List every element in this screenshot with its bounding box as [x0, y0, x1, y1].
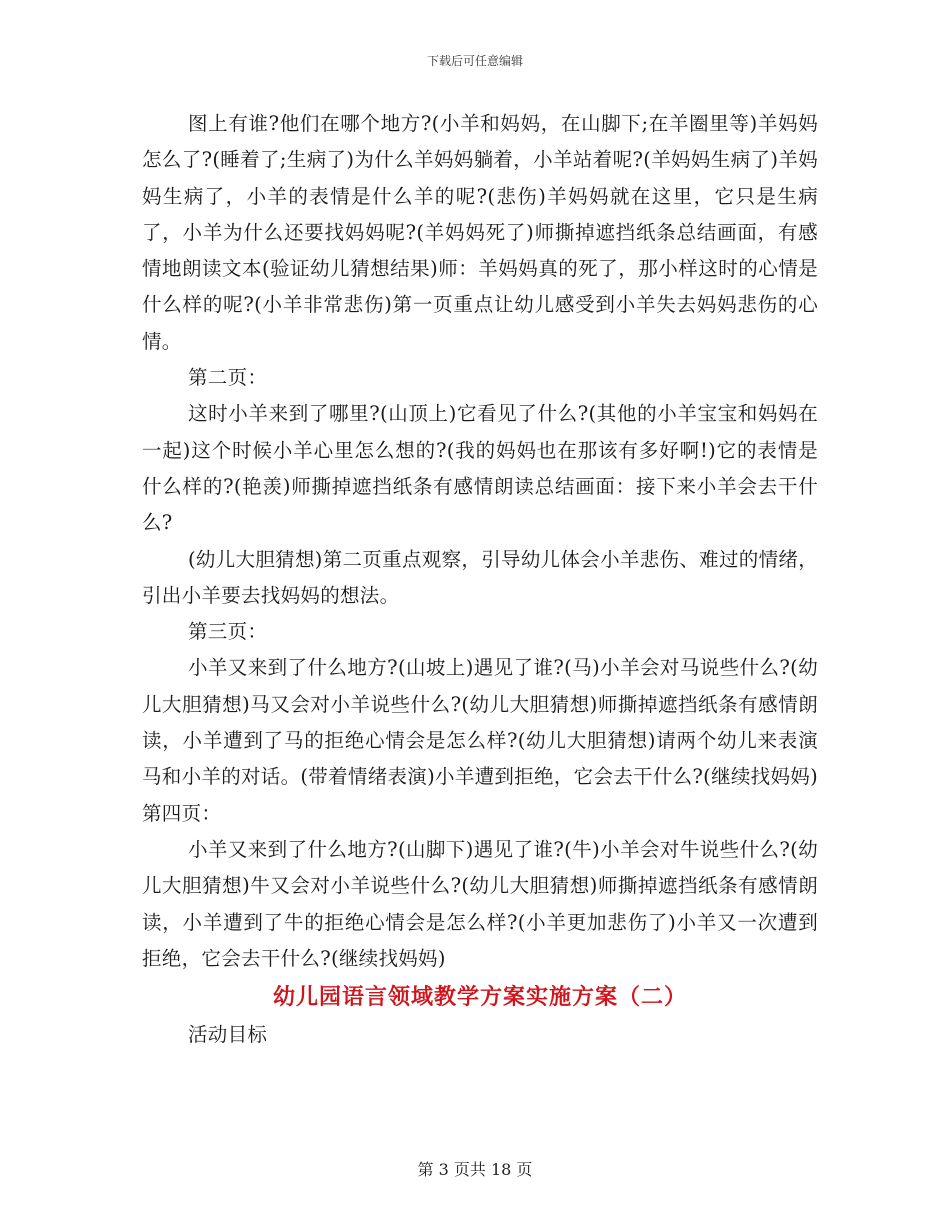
paragraph-page-three: 小羊又来到了什么地方?(山坡上)遇见了谁?(马)小羊会对马说些什么?(幼儿大胆猜想)马又会对小羊说些什么?(幼儿大胆猜想)师撕掉遮挡纸条有感情朗读，小羊遭到了马的拒绝心情会是怎么样?(幼儿大胆猜想)请两个幼儿来表演马和小羊的对话。(带着情绪表演)小羊遭到拒绝，它会去干什么?(继续找妈妈)第四页： — [142, 656, 818, 825]
paragraph-page-three-heading: 第三页： — [188, 620, 268, 644]
section-title: 幼儿园语言领域教学方案实施方案（二） — [272, 984, 687, 1011]
page-footer: 第 3 页共 18 页 — [417, 1160, 533, 1179]
document-body — [142, 106, 818, 1053]
section-first-line: 活动目标 — [188, 1023, 268, 1047]
paragraph-page-four: 小羊又来到了什么地方?(山脚下)遇见了谁?(牛)小羊会对牛说些什么?(幼儿大胆猜想)牛又会对小羊说些什么?(幼儿大胆猜想)师撕掉遮挡纸条有感情朗读，小羊遭到了牛的拒绝心情会是怎么样?(小羊更加悲伤了)小羊又一次遭到拒绝，它会去干什么?(继续找妈妈) — [142, 837, 818, 970]
paragraph-page-one: 图上有谁?他们在哪个地方?(小羊和妈妈，在山脚下;在羊圈里等)羊妈妈怎么了?(睡着了;生病了)为什么羊妈妈躺着，小羊站着呢?(羊妈妈生病了)羊妈妈生病了，小羊的表情是什么羊的呢?(悲伤)羊妈妈就在这里，它只是生病了，小羊为什么还要找妈妈呢?(羊妈妈死了)师撕掉遮挡纸条总结画面，有感情地朗读文本(验证幼儿猜想结果)师：羊妈妈真的死了，那小样这时的心情是什么样的呢?(小羊非常悲伤)第一页重点让幼儿感受到小羊失去妈妈悲伤的心情。 — [142, 112, 818, 353]
paragraph-page-two-heading: 第二页： — [188, 366, 268, 390]
paragraph-page-two-summary: (幼儿大胆猜想)第二页重点观察，引导幼儿体会小羊悲伤、难过的情绪，引出小羊要去找妈妈的想法。 — [142, 547, 818, 607]
page-header: 下载后可任意编辑 — [426, 54, 523, 68]
paragraph-page-two: 这时小羊来到了哪里?(山顶上)它看见了什么?(其他的小羊宝宝和妈妈在一起)这个时候小羊心里怎么想的?(我的妈妈也在那该有多好啊!)它的表情是什么样的?(艳羡)师撕掉遮挡纸条有感情朗读总结画面：接下来小羊会去干什么? — [142, 402, 818, 535]
